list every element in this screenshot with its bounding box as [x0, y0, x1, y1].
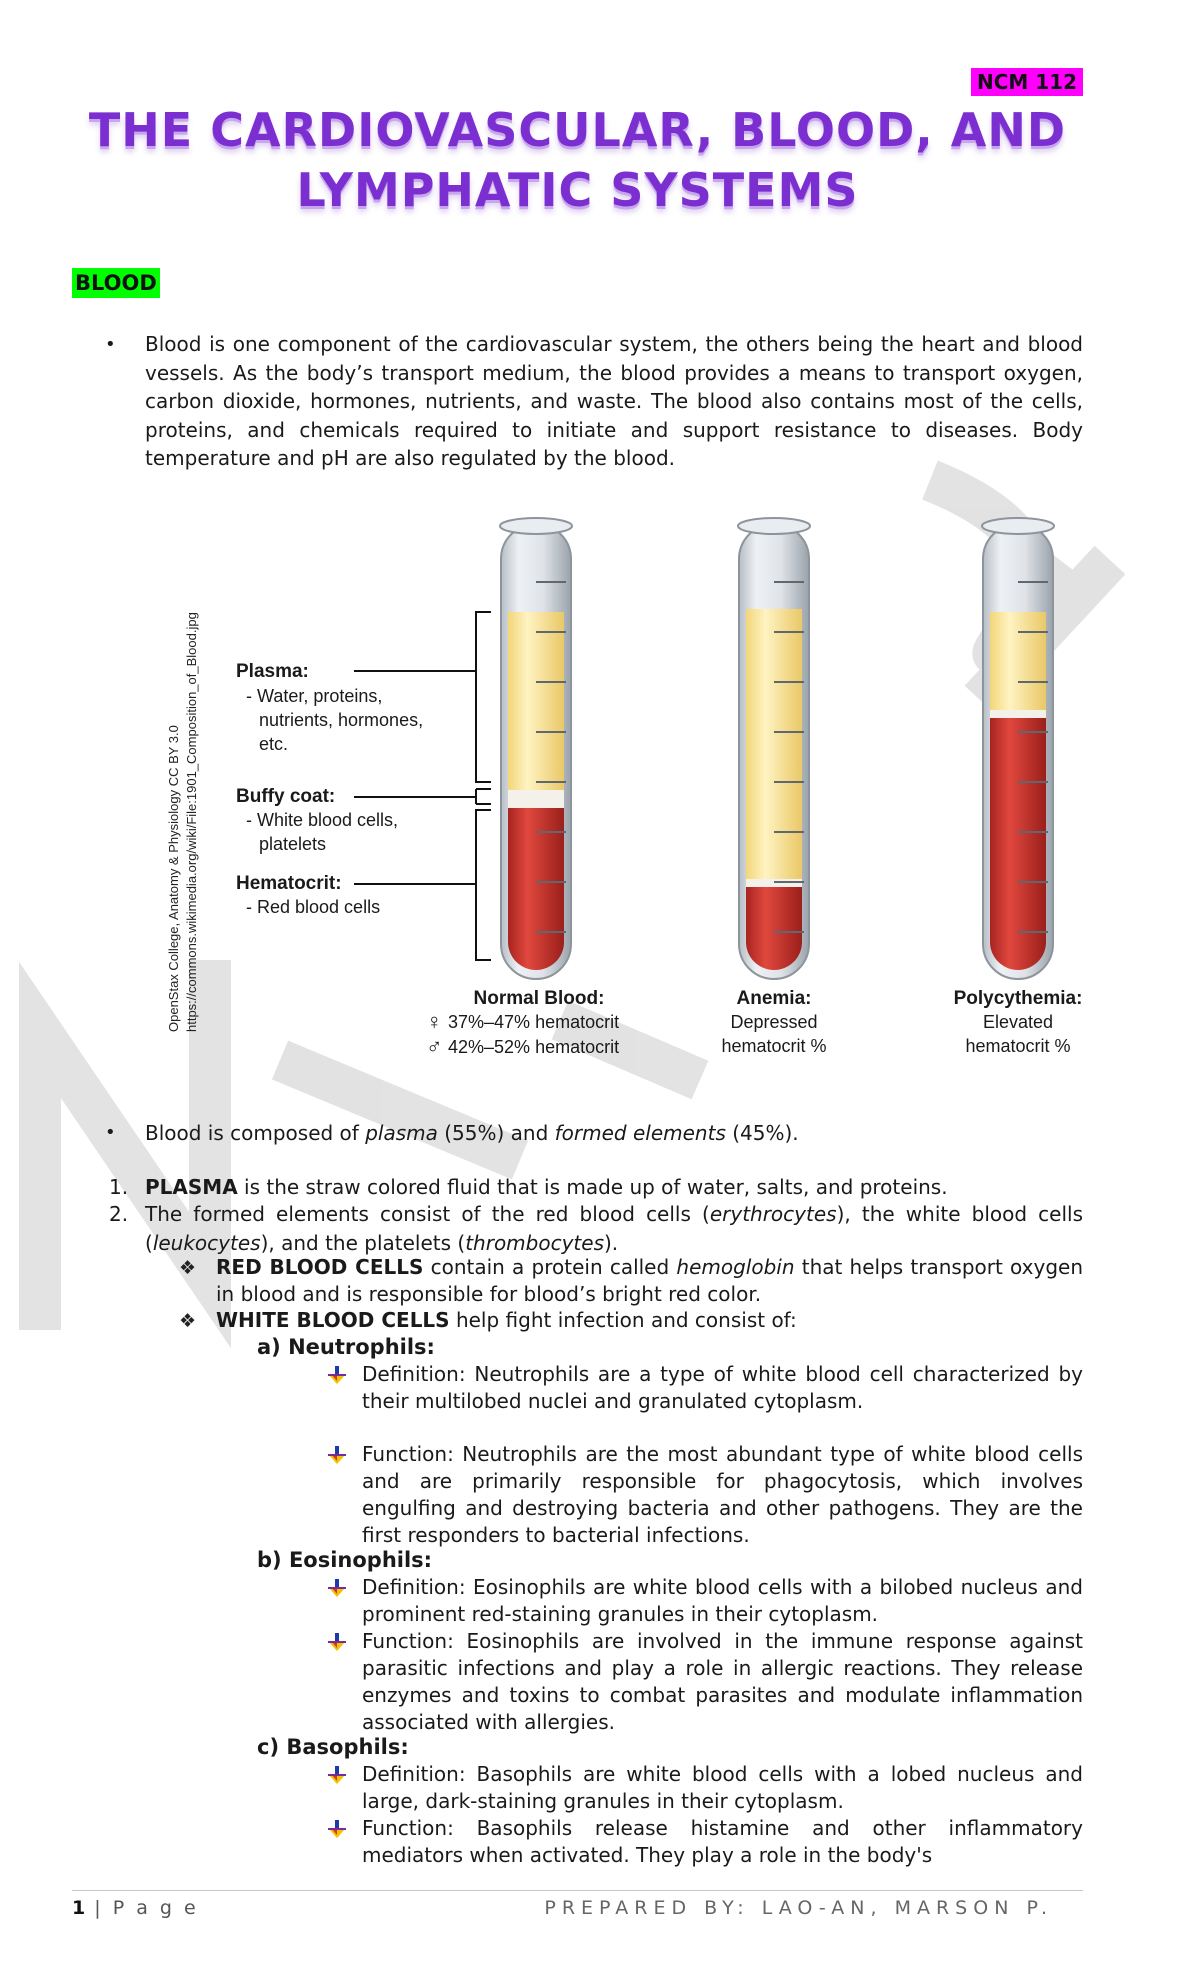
- label-plasma-desc-2: nutrients, hormones,: [259, 710, 424, 730]
- footer-divider: [72, 1890, 1083, 1891]
- label-plasma-desc-1: - Water, proteins,: [246, 686, 383, 706]
- female-symbol: ♀: [426, 1009, 443, 1034]
- caption-normal-title: Normal Blood:: [473, 988, 605, 1009]
- list-item-text: ).: [604, 1230, 619, 1255]
- arrow-bullet-icon: [326, 1764, 348, 1786]
- list-item-text: ), the white blood cells (: [145, 1202, 1083, 1255]
- document-page: [72, 0, 1083, 1976]
- label-plasma-title: Plasma:: [236, 661, 309, 682]
- term-thrombocytes: thrombocytes: [465, 1230, 604, 1255]
- blood-composition-figure: [96, 512, 1096, 1072]
- tube-polycythemia: [982, 518, 1054, 979]
- male-symbol: ♂: [426, 1034, 443, 1059]
- caption-anemia-desc-1: Depressed: [730, 1012, 818, 1032]
- term-formed-elements: formed elements: [554, 1121, 726, 1145]
- caption-polycythemia-title: Polycythemia:: [953, 988, 1083, 1009]
- tube-anemia: [738, 518, 810, 979]
- term-hemoglobin: hemoglobin: [676, 1255, 795, 1279]
- label-buffy-title: Buffy coat:: [236, 786, 336, 807]
- sub-item-text: that helps transport oxygen in blood and is responsible for blood’s bright red color.: [216, 1255, 1084, 1306]
- bullet-marker: •: [105, 334, 116, 355]
- title-line-2: LYMPHATIC SYSTEMS: [296, 163, 859, 217]
- label-hematocrit-desc: - Red blood cells: [246, 897, 381, 917]
- list-item-plasma: [145, 1173, 1083, 1202]
- bullet-marker: •: [105, 1122, 116, 1143]
- tube-normal-blood: [500, 518, 572, 979]
- label-hematocrit-title: Hematocrit:: [236, 873, 342, 894]
- heading-neutrophils: a) Neutrophils:: [257, 1335, 435, 1359]
- intro-paragraph: Blood is one component of the cardiovascular system, the others being the heart and blood vessels. As the body’s transport medium, the blood provides a means to transport oxygen, carbon dioxide, hormones, nutrients, and waste. The blood also contains most of the cells, proteins, and chemicals required to initiate and support resistance to diseases. Body temperature and pH are also regulated by the blood.: [145, 332, 1083, 470]
- diamond-bullet-icon: ❖: [179, 1310, 197, 1332]
- course-code-badge: NCM 112: [971, 68, 1083, 96]
- list-number: 2.: [109, 1202, 129, 1226]
- page-word: | P a g e: [85, 1897, 199, 1919]
- arrow-bullet-icon: [326, 1818, 348, 1840]
- label-buffy-desc-2: platelets: [259, 834, 327, 854]
- term-plasma-bold: PLASMA: [145, 1175, 238, 1199]
- basophils-definition: Definition: Basophils are white blood cells with a lobed nucleus and large, dark-staining granules in their cytoplasm.: [362, 1762, 1083, 1813]
- eosinophils-definition: Definition: Eosinophils are white blood cells with a bilobed nucleus and prominent red-staining granules in their cytoplasm.: [362, 1575, 1083, 1626]
- title-line-1: THE CARDIOVASCULAR, BLOOD, AND: [88, 103, 1067, 157]
- composition-text: Blood is composed of: [145, 1121, 366, 1145]
- caption-anemia-title: Anemia:: [736, 988, 812, 1009]
- list-item-text: is the straw colored fluid that is made up of water, salts, and proteins.: [237, 1175, 948, 1199]
- arrow-bullet-icon: [326, 1364, 348, 1386]
- term-rbc: RED BLOOD CELLS: [216, 1255, 424, 1279]
- sub-item-text: help fight infection and consist of:: [449, 1308, 797, 1332]
- label-buffy-desc-1: - White blood cells,: [246, 810, 399, 830]
- arrow-bullet-icon: [326, 1631, 348, 1653]
- term-erythrocytes: erythrocytes: [709, 1202, 837, 1226]
- sub-item-red-blood-cells: [216, 1254, 1083, 1308]
- list-item-formed-elements: [145, 1200, 1083, 1257]
- caption-anemia-desc-2: hematocrit %: [721, 1036, 827, 1056]
- figure-credit-line-1: OpenStax College, Anatomy & Physiology CC BY 3.0: [166, 725, 181, 1032]
- arrow-bullet-icon: [326, 1577, 348, 1599]
- list-item-text: The formed elements consist of the red blood cells (: [145, 1202, 710, 1226]
- term-wbc: WHITE BLOOD CELLS: [216, 1308, 450, 1332]
- section-heading-blood: BLOOD: [72, 268, 160, 298]
- document-title: [72, 100, 1083, 220]
- label-plasma-desc-3: etc.: [259, 734, 289, 754]
- list-item-text: ), and the platelets (: [260, 1230, 466, 1255]
- figure-credit-line-2: https://commons.wikimedia.org/wiki/File:1901_Composition_of_Blood.jpg: [184, 612, 199, 1032]
- page-number: 1: [72, 1897, 86, 1919]
- list-number: 1.: [109, 1175, 129, 1199]
- arrow-bullet-icon: [326, 1444, 348, 1466]
- composition-text: (55%) and: [437, 1121, 555, 1145]
- term-plasma: plasma: [365, 1121, 438, 1145]
- caption-normal-male: 42%–52% hematocrit: [448, 1037, 620, 1057]
- footer-prepared-by: PREPARED BY: LAO-AN, MARSON P.: [544, 1897, 1053, 1919]
- diamond-bullet-icon: ❖: [179, 1257, 197, 1279]
- caption-polycythemia-desc-2: hematocrit %: [965, 1036, 1071, 1056]
- caption-normal-female: 37%–47% hematocrit: [448, 1012, 620, 1032]
- sub-item-white-blood-cells: [216, 1307, 1083, 1334]
- caption-polycythemia-desc-1: Elevated: [982, 1012, 1054, 1032]
- neutrophils-definition: Definition: Neutrophils are a type of white blood cell characterized by their multilobed nuclei and granulated cytoplasm.: [362, 1362, 1083, 1413]
- composition-text: (45%).: [725, 1121, 799, 1145]
- sub-item-text: contain a protein called: [423, 1255, 677, 1279]
- heading-basophils: c) Basophils:: [257, 1735, 409, 1759]
- heading-eosinophils: b) Eosinophils:: [257, 1548, 433, 1572]
- footer-page-label: [72, 1897, 199, 1919]
- eosinophils-function: Function: Eosinophils are involved in the immune response against parasitic infections and play a role in allergic reactions. They release enzymes and toxins to combat parasites and modulate inflammation associated with allergies.: [362, 1629, 1083, 1734]
- term-leukocytes: leukocytes: [152, 1230, 261, 1255]
- basophils-function: Function: Basophils release histamine and other inflammatory mediators when activated. They play a role in the body's: [362, 1816, 1083, 1867]
- neutrophils-function: Function: Neutrophils are the most abundant type of white blood cells and are primarily responsible for phagocytosis, which involves engulfing and destroying bacteria and other pathogens. They are the first responders to bacterial infections.: [362, 1442, 1083, 1547]
- composition-paragraph: [145, 1119, 1083, 1148]
